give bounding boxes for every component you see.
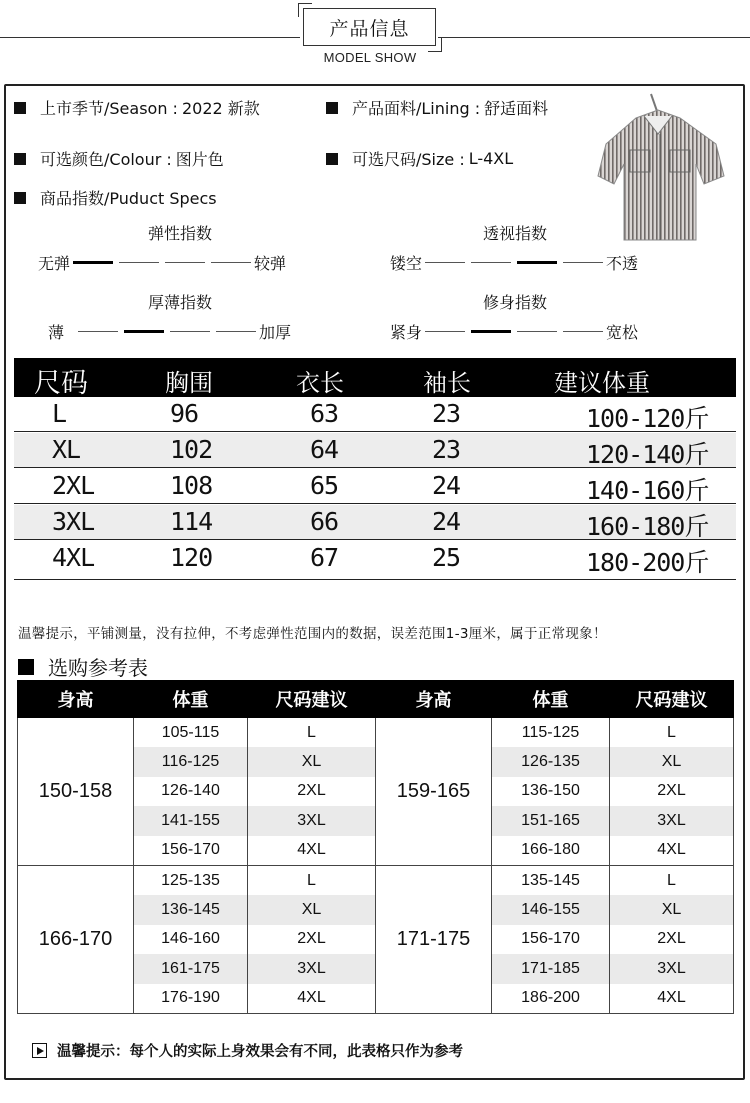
scale-segment <box>471 330 511 333</box>
chest-cell: 96 <box>170 399 199 428</box>
scale-segment <box>124 330 164 333</box>
col-sleeve-header: 袖长 <box>423 369 471 397</box>
scale-segment <box>73 261 113 264</box>
season-row <box>14 96 260 119</box>
square-bullet-icon <box>14 153 26 165</box>
table-row <box>18 865 734 895</box>
thickness-title: 厚薄指数 <box>147 293 212 312</box>
scale-segment <box>170 331 210 332</box>
col-length-header: 衣长 <box>296 369 344 397</box>
weight-cell: 120-140斤 <box>586 440 709 469</box>
striped-shirt-image <box>596 92 726 242</box>
lining-row <box>326 96 548 119</box>
size-cell: 4XL <box>248 836 376 866</box>
season-value: 2022 新款 <box>181 99 260 118</box>
weight-cell: 126-135 <box>492 747 610 777</box>
size-cell: XL <box>248 895 376 925</box>
square-bullet-icon <box>14 102 26 114</box>
size-cell: 3XL <box>610 954 734 984</box>
size-suggest-header: 尺码建议 <box>610 681 734 718</box>
size-row-2xl <box>14 469 736 504</box>
weight-header: 体重 <box>134 681 248 718</box>
specs-row <box>14 186 217 209</box>
colour-value: 图片色 <box>175 150 224 169</box>
thickness-scale <box>48 320 291 343</box>
header-rule-right <box>438 37 750 38</box>
scale-segment <box>211 262 251 263</box>
sleeve-cell: 24 <box>432 507 461 536</box>
weight-cell: 115-125 <box>492 718 610 748</box>
thickness-right-label: 加厚 <box>259 323 292 342</box>
size-cell: 2XL <box>248 925 376 955</box>
height-header: 身高 <box>376 681 492 718</box>
length-cell: 67 <box>310 543 339 572</box>
reference-title: 选购参考表 <box>48 656 148 680</box>
size-cell: XL <box>248 747 376 777</box>
specs-label: 商品指数/Puduct Specs <box>40 189 217 208</box>
scale-segment <box>119 262 159 263</box>
elasticity-scale <box>38 251 286 274</box>
length-cell: 65 <box>310 471 339 500</box>
height-range-cell: 166-170 <box>18 865 134 1013</box>
colour-row <box>14 147 224 170</box>
fit-title: 修身指数 <box>482 293 547 312</box>
square-bullet-icon <box>18 659 34 675</box>
table-row <box>18 718 734 748</box>
square-bullet-icon <box>326 102 338 114</box>
chest-cell: 114 <box>170 507 213 536</box>
weight-cell: 100-120斤 <box>586 404 709 433</box>
weight-cell: 140-160斤 <box>586 476 709 505</box>
size-cell: 3XL <box>248 806 376 836</box>
height-range-cell: 171-175 <box>376 865 492 1013</box>
size-cell: 4XL <box>610 836 734 866</box>
weight-cell: 146-155 <box>492 895 610 925</box>
weight-cell: 126-140 <box>134 777 248 807</box>
lining-value: 舒适面料 <box>484 99 549 118</box>
sleeve-cell: 23 <box>432 435 461 464</box>
length-cell: 64 <box>310 435 339 464</box>
colour-label: 可选颜色/Colour : <box>40 150 172 169</box>
size-row-xl <box>14 433 736 468</box>
size-cell: L <box>248 718 376 748</box>
size-cell: 2XL <box>610 925 734 955</box>
play-icon <box>32 1043 47 1058</box>
weight-cell: 180-200斤 <box>586 548 709 577</box>
chest-cell: 102 <box>170 435 213 464</box>
size-cell: 3XL <box>248 954 376 984</box>
fit-left-label: 紧身 <box>390 323 423 342</box>
header-subtitle: MODEL SHOW <box>323 50 417 65</box>
fit-scale <box>390 320 638 343</box>
scale-segment <box>517 331 557 332</box>
size-cell: XL <box>610 895 734 925</box>
fit-right-label: 宽松 <box>606 323 639 342</box>
weight-cell: 125-135 <box>134 865 248 895</box>
scale-segment <box>216 331 256 332</box>
chest-cell: 120 <box>170 543 213 572</box>
size-cell: XL <box>52 435 81 464</box>
weight-cell: 146-160 <box>134 925 248 955</box>
reference-header-row <box>18 681 734 718</box>
sleeve-cell: 23 <box>432 399 461 428</box>
col-size-header: 尺码 <box>34 368 88 399</box>
square-bullet-icon <box>326 153 338 165</box>
size-cell: 4XL <box>610 984 734 1014</box>
weight-cell: 116-125 <box>134 747 248 777</box>
height-header: 身高 <box>18 681 134 718</box>
transparency-title: 透视指数 <box>482 224 547 243</box>
size-cell: 3XL <box>52 507 95 536</box>
header-rule-left <box>0 37 300 38</box>
length-cell: 63 <box>310 399 339 428</box>
elasticity-title: 弹性指数 <box>147 224 212 243</box>
transparency-left-label: 镂空 <box>390 254 423 273</box>
transparency-scale <box>390 251 638 274</box>
measure-tip: 温馨提示，平铺测量，没有拉伸，不考虑弹性范围内的数据，误差范围1-3厘米，属于正常现象！ <box>18 626 607 642</box>
reference-section-title <box>18 652 148 681</box>
size-cell: 3XL <box>610 806 734 836</box>
size-cell: 2XL <box>52 471 95 500</box>
season-label: 上市季节/Season : <box>40 99 178 118</box>
weight-cell: 160-180斤 <box>586 512 709 541</box>
size-row <box>326 147 513 170</box>
height-range-cell: 150-158 <box>18 718 134 866</box>
weight-header: 体重 <box>492 681 610 718</box>
size-cell: L <box>52 399 67 428</box>
size-cell: 4XL <box>248 984 376 1014</box>
size-row-4xl <box>14 541 736 580</box>
size-row-l <box>14 397 736 432</box>
col-chest-header: 胸围 <box>165 369 213 397</box>
weight-cell: 105-115 <box>134 718 248 748</box>
reference-table <box>17 680 734 1014</box>
size-cell: L <box>248 865 376 895</box>
weight-cell: 156-170 <box>492 925 610 955</box>
weight-cell: 176-190 <box>134 984 248 1014</box>
thickness-left-label: 薄 <box>48 323 65 342</box>
elasticity-left-label: 无弹 <box>38 254 71 273</box>
size-cell: 4XL <box>52 543 95 572</box>
weight-cell: 141-155 <box>134 806 248 836</box>
weight-cell: 136-150 <box>492 777 610 807</box>
col-weight-header: 建议体重 <box>554 369 650 397</box>
scale-segment <box>165 262 205 263</box>
scale-segment <box>517 261 557 264</box>
scale-segment <box>425 262 465 263</box>
weight-cell: 186-200 <box>492 984 610 1014</box>
size-cell: L <box>610 718 734 748</box>
header-title: 产品信息 <box>329 18 410 40</box>
lining-label: 产品面料/Lining : <box>352 99 481 118</box>
size-cell: XL <box>610 747 734 777</box>
bottom-tip <box>32 1040 463 1061</box>
weight-cell: 135-145 <box>492 865 610 895</box>
square-bullet-icon <box>14 192 26 204</box>
size-cell: 2XL <box>610 777 734 807</box>
weight-cell: 156-170 <box>134 836 248 866</box>
size-row-3xl <box>14 505 736 540</box>
weight-cell: 171-185 <box>492 954 610 984</box>
weight-cell: 151-165 <box>492 806 610 836</box>
weight-cell: 161-175 <box>134 954 248 984</box>
sleeve-cell: 25 <box>432 543 461 572</box>
bottom-tip-text: 温馨提示：每个人的实际上身效果会有不同，此表格只作为参考 <box>57 1044 463 1060</box>
weight-cell: 136-145 <box>134 895 248 925</box>
size-cell: L <box>610 865 734 895</box>
size-suggest-header: 尺码建议 <box>248 681 376 718</box>
height-range-cell: 159-165 <box>376 718 492 866</box>
size-value: L-4XL <box>468 149 514 168</box>
scale-segment <box>471 262 511 263</box>
scale-segment <box>425 331 465 332</box>
scale-segment <box>563 331 603 332</box>
weight-cell: 166-180 <box>492 836 610 866</box>
scale-segment <box>563 262 603 263</box>
size-cell: 2XL <box>248 777 376 807</box>
scale-segment <box>78 331 118 332</box>
size-label: 可选尺码/Size : <box>352 150 465 169</box>
size-table-header <box>14 358 736 397</box>
chest-cell: 108 <box>170 471 213 500</box>
elasticity-right-label: 较弹 <box>254 254 287 273</box>
length-cell: 66 <box>310 507 339 536</box>
sleeve-cell: 24 <box>432 471 461 500</box>
transparency-right-label: 不透 <box>606 254 639 273</box>
